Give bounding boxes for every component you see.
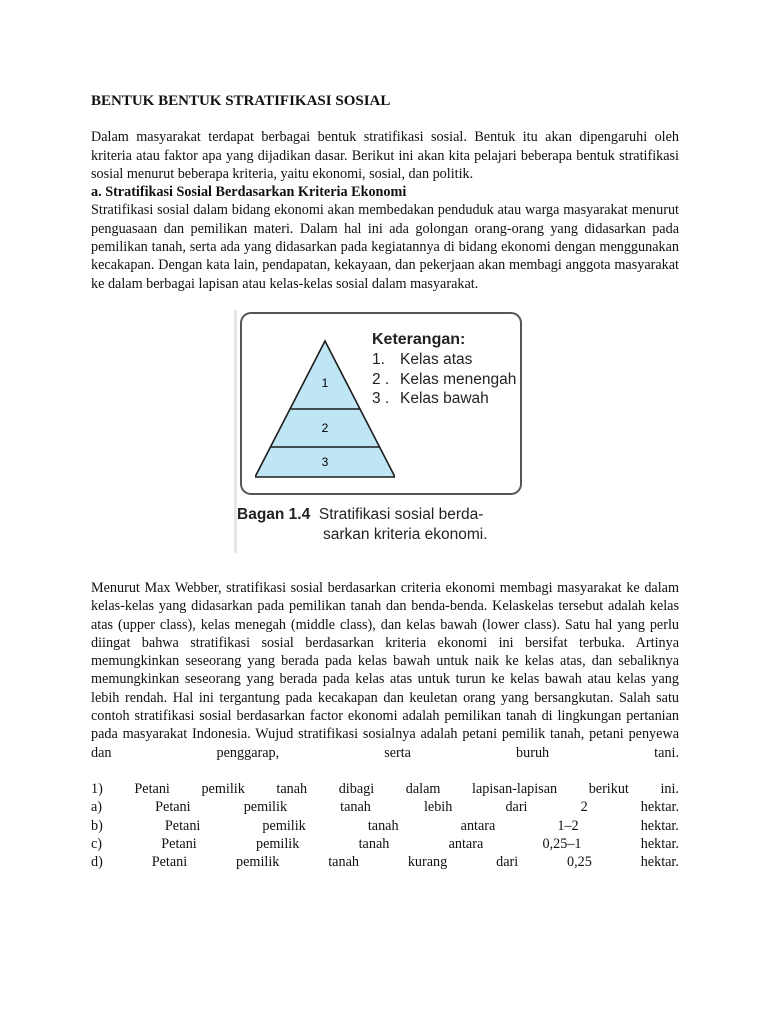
list-word: dibagi bbox=[338, 780, 375, 797]
list-word: pemilik bbox=[256, 835, 300, 852]
list-word: dari bbox=[496, 854, 519, 871]
list-word: ini. bbox=[660, 780, 679, 797]
list-item bbox=[91, 835, 679, 853]
list-word: tanah bbox=[367, 817, 399, 834]
list-word: 2 bbox=[580, 799, 588, 816]
list-word: tanah bbox=[340, 799, 371, 816]
stratification-figure bbox=[234, 310, 526, 553]
list-item bbox=[91, 798, 679, 816]
legend-item-label: Kelas bawah bbox=[400, 390, 489, 408]
list-word: lebih bbox=[423, 799, 453, 816]
list-word: 0,25–1 bbox=[542, 835, 582, 852]
legend-item-number: 2 . bbox=[372, 370, 390, 388]
land-ownership-list bbox=[91, 780, 679, 871]
list-word: pemilik bbox=[201, 780, 245, 797]
pyramid-level-3-label: 3 bbox=[321, 454, 329, 469]
list-word: hektar. bbox=[640, 835, 679, 852]
list-word: kurang bbox=[407, 854, 448, 871]
figure-caption bbox=[237, 505, 488, 545]
pyramid-level-2-label: 2 bbox=[321, 420, 329, 435]
list-word: dalam bbox=[405, 780, 441, 797]
list-word: dari bbox=[505, 799, 528, 816]
list-word: pemilik bbox=[236, 854, 280, 871]
figure-container bbox=[91, 307, 679, 579]
legend-item-1 bbox=[372, 350, 516, 370]
legend bbox=[372, 330, 516, 409]
list-item bbox=[91, 780, 679, 798]
list-word: d) bbox=[91, 854, 103, 871]
list-word: Petani bbox=[151, 854, 188, 871]
list-word: tanah bbox=[328, 854, 359, 871]
list-word: pemilik bbox=[262, 817, 306, 834]
pyramid-level-1-label: 1 bbox=[321, 375, 329, 390]
list-word: Petani bbox=[155, 799, 191, 816]
caption-label: Bagan 1.4 bbox=[237, 505, 311, 523]
section-a-heading: a. Stratifikasi Sosial Berdasarkan Kriteria Ekonomi bbox=[91, 184, 407, 201]
legend-item-number: 3 . bbox=[372, 390, 390, 408]
list-word: 1–2 bbox=[557, 817, 579, 834]
weber-paragraph: Menurut Max Webber, stratifikasi sosial berdasarkan criteria ekonomi membagi masyarakat ke dalam kelas-kelas yang didasarkan pada pemilikan tanah dan benda-benda. Kelaskelas tersebut adalah kelas atas (upper class), kelas menegah (middle class), dan kelas bawah (lower class). Satu hal yang perlu diingat bahwa stratifikasi sosial berdasarkan kriteria ekonomi ini bersifat terbuka. Artinya memungkinkan seseorang yang berada pada kelas bawah untuk naik ke kelas atas, dan sebaliknya memungkinkan seseorang yang berada pada kelas atas untuk turun ke kelas bawah atau kelas yang lebih rendah. Hal ini tergantung pada kecakapan dan keuletan orang yang bersangkutan. Salah satu contoh stratifikasi sosial berdasarkan factor ekonomi adalah pemilikan tanah di lingkungan pertanian pada masyarakat Indonesia. Wujud stratifikasi sosialnya adalah petani pemilik tanah, petani penyewa dan penggarap, serta buruh tani. bbox=[91, 579, 679, 761]
list-word: Petani bbox=[164, 817, 201, 834]
list-word: antara bbox=[460, 817, 496, 834]
list-word: 0,25 bbox=[567, 854, 592, 871]
list-word: pemilik bbox=[243, 799, 288, 816]
list-word: Petani bbox=[134, 780, 170, 797]
legend-item-number: 1. bbox=[372, 351, 385, 369]
list-word: a) bbox=[91, 799, 103, 816]
caption-line-2: sarkan kriteria ekonomi. bbox=[323, 525, 488, 543]
list-word: tanah bbox=[358, 835, 390, 852]
list-word: hektar. bbox=[640, 854, 679, 871]
legend-item-label: Kelas menengah bbox=[400, 370, 517, 388]
list-item bbox=[91, 817, 679, 835]
list-word: berikut bbox=[588, 780, 629, 797]
list-word: b) bbox=[91, 817, 103, 834]
list-word: lapisan-lapisan bbox=[472, 780, 558, 797]
figure-box bbox=[240, 312, 522, 495]
legend-item-label: Kelas atas bbox=[400, 351, 473, 369]
list-item bbox=[91, 853, 679, 871]
document-body bbox=[91, 92, 679, 871]
caption-line-1: Stratifikasi sosial berda- bbox=[318, 505, 484, 523]
list-word: 1) bbox=[91, 780, 103, 797]
list-word: tanah bbox=[276, 780, 308, 797]
intro-paragraph: Dalam masyarakat terdapat berbagai bentuk stratifikasi sosial. Bentuk itu akan dipengaruhi oleh kriteria atau faktor apa yang dijadikan dasar. Berikut ini akan kita pelajari beberapa bentuk stratifikasi sosial menurut beberapa kriteria, yaitu ekonomi, sosial, dan politik. bbox=[91, 129, 679, 182]
list-word: Petani bbox=[161, 835, 197, 852]
list-word: hektar. bbox=[640, 817, 679, 834]
list-word: c) bbox=[91, 835, 103, 852]
legend-item-2 bbox=[372, 370, 516, 390]
list-word: hektar. bbox=[640, 799, 679, 816]
legend-item-3 bbox=[372, 389, 516, 409]
document-title: BENTUK BENTUK STRATIFIKASI SOSIAL bbox=[91, 93, 391, 109]
legend-title: Keterangan: bbox=[372, 330, 466, 348]
list-word: antara bbox=[448, 835, 484, 852]
section-a-paragraph: Stratifikasi sosial dalam bidang ekonomi akan membedakan penduduk atau warga masyarakat menurut penguasaan dan pemilikan materi. Dalam hal ini ada golongan orang-orang yang didasarkan pada pemilikan tanah, serta ada yang didasarkan pada kegiatannya di bidang ekonomi dengan menggunakan kecakapan. Dengan kata lain, pendapatan, kekayaan, dan pekerjaan akan membagi anggota masyarakat ke dalam berbagai lapisan atau kelas-kelas sosial dalam masyarakat. bbox=[91, 202, 679, 292]
